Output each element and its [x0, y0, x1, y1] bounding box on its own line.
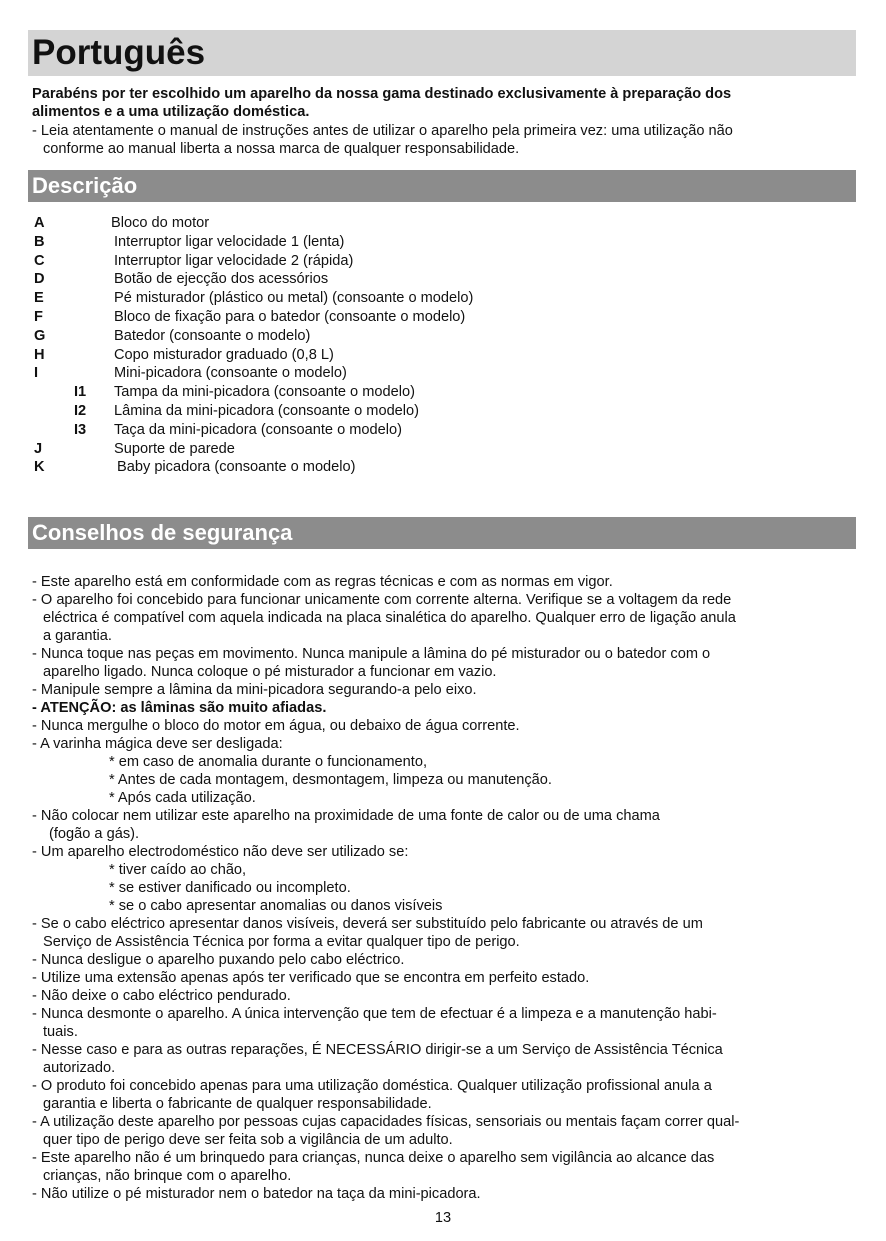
safety-line: - Nunca mergulhe o bloco do motor em água, ou debaixo de água corrente.: [32, 718, 520, 734]
intro-line: - Leia atentamente o manual de instruções antes de utilizar o aparelho pela primeira vez: uma utilização não: [32, 123, 733, 139]
parts-list-item: [34, 441, 734, 460]
part-key: I: [34, 365, 39, 382]
part-key: G: [34, 327, 46, 344]
safety-line: - O produto foi concebido apenas para uma utilização doméstica. Qualquer utilização profissional anula a: [32, 1078, 712, 1094]
safety-line: quer tipo de perigo deve ser feita sob a vigilância de um adulto.: [43, 1132, 453, 1148]
safety-line: - Nesse caso e para as outras reparações, É NECESSÁRIO dirigir-se a um Serviço de Assistência Técnica: [32, 1042, 723, 1058]
safety-line: - Não utilize o pé misturador nem o batedor na taça da mini-picadora.: [32, 1186, 481, 1202]
page-number: 13: [434, 1210, 452, 1226]
safety-bullet: * tiver caído ao chão,: [109, 862, 247, 878]
intro-bold-line: alimentos e a uma utilização doméstica.: [32, 104, 310, 120]
part-key: I3: [74, 421, 87, 438]
parts-list-item: [34, 290, 734, 309]
safety-instructions: [32, 573, 854, 1203]
part-key: B: [34, 233, 45, 250]
intro-bold-paragraph: [32, 85, 854, 121]
safety-line: crianças, não brinque com o aparelho.: [43, 1168, 292, 1184]
parts-list-item: [34, 271, 734, 290]
parts-list-item: [34, 328, 734, 347]
part-key: K: [34, 459, 45, 476]
safety-bullet: * em caso de anomalia durante o funcionamento,: [109, 754, 428, 770]
part-label: Lâmina da mini-picadora (consoante o modelo): [114, 402, 420, 419]
parts-list-item: [34, 234, 734, 253]
safety-line: - Nunca desligue o aparelho puxando pelo cabo eléctrico.: [32, 952, 405, 968]
intro-line: conforme ao manual liberta a nossa marca de qualquer responsabilidade.: [43, 141, 520, 157]
part-label: Batedor (consoante o modelo): [114, 327, 311, 344]
safety-line: tuais.: [43, 1024, 78, 1040]
part-label: Baby picadora (consoante o modelo): [117, 459, 356, 476]
intro-paragraph: [32, 122, 854, 158]
safety-line: Serviço de Assistência Técnica por forma a evitar qualquer tipo de perigo.: [43, 934, 520, 950]
safety-line: - Um aparelho electrodoméstico não deve ser utilizado se:: [32, 844, 409, 860]
parts-list-subitem: [34, 422, 734, 441]
safety-line: - Não colocar nem utilizar este aparelho na proximidade de uma fonte de calor ou de uma chama: [32, 808, 660, 824]
part-label: Pé misturador (plástico ou metal) (consoante o modelo): [114, 290, 474, 307]
description-heading-bar: [28, 170, 856, 202]
safety-bullet: * Antes de cada montagem, desmontagem, limpeza ou manutenção.: [109, 772, 552, 788]
safety-bullet: * Após cada utilização.: [109, 790, 256, 806]
part-label: Suporte de parede: [114, 440, 235, 457]
safety-heading-bar: [28, 517, 856, 549]
safety-bullet: * se o cabo apresentar anomalias ou danos visíveis: [109, 898, 443, 914]
safety-heading: Conselhos de segurança: [32, 520, 293, 545]
safety-line: - Nunca toque nas peças em movimento. Nunca manipule a lâmina do pé misturador ou o batedor com o: [32, 646, 711, 662]
part-key: I2: [74, 402, 87, 419]
safety-line: - Não deixe o cabo eléctrico pendurado.: [32, 988, 291, 1004]
part-label: Interruptor ligar velocidade 2 (rápida): [114, 252, 354, 269]
parts-list-item: [34, 347, 734, 366]
part-label: Bloco do motor: [111, 215, 210, 231]
safety-line: - A varinha mágica deve ser desligada:: [32, 736, 283, 752]
part-label: Mini-picadora (consoante o modelo): [114, 365, 347, 382]
safety-line: (fogão a gás).: [49, 826, 140, 842]
description-heading: Descrição: [32, 173, 138, 198]
part-label: Interruptor ligar velocidade 1 (lenta): [114, 233, 345, 250]
intro-bold-line: Parabéns por ter escolhido um aparelho da nossa gama destinado exclusivamente à preparação dos: [32, 86, 732, 102]
safety-line: - Este aparelho está em conformidade com as regras técnicas e com as normas em vigor.: [32, 574, 613, 590]
parts-list-subitem: [34, 403, 734, 422]
safety-line: - Nunca desmonte o aparelho. A única intervenção que tem de efectuar é a limpeza e a manutenção habi-: [32, 1006, 717, 1022]
part-key: F: [34, 308, 43, 325]
parts-list-item: [34, 215, 734, 234]
parts-list-item: [34, 459, 734, 478]
part-label: Taça da mini-picadora (consoante o modelo): [114, 421, 402, 438]
part-label: Botão de ejecção dos acessórios: [114, 271, 329, 288]
part-label: Copo misturador graduado (0,8 L): [114, 346, 334, 363]
safety-line: garantia e liberta o fabricante de qualquer responsabilidade.: [43, 1096, 432, 1112]
part-key: A: [34, 215, 45, 231]
page-title: Português: [32, 33, 206, 72]
safety-line: a garantia.: [43, 628, 112, 644]
part-key: C: [34, 252, 45, 269]
parts-list-subitem: [34, 384, 734, 403]
safety-line: - A utilização deste aparelho por pessoas cujas capacidades físicas, sensoriais ou mentais façam correr qual-: [32, 1114, 740, 1130]
parts-list-item: [34, 309, 734, 328]
safety-warning: - ATENÇÃO: as lâminas são muito afiadas.: [32, 700, 327, 716]
part-key: E: [34, 290, 44, 307]
safety-bullet: * se estiver danificado ou incompleto.: [109, 880, 351, 896]
safety-line: aparelho ligado. Nunca coloque o pé misturador a funcionar em vazio.: [43, 664, 497, 680]
language-title-bar: [28, 30, 856, 76]
part-key: H: [34, 346, 45, 363]
safety-line: - Este aparelho não é um brinquedo para crianças, nunca deixe o aparelho sem vigilância ao alcance das: [32, 1150, 715, 1166]
part-key: I1: [74, 384, 87, 401]
safety-line: - Se o cabo eléctrico apresentar danos visíveis, deverá ser substituído pelo fabricante ou através de um: [32, 916, 703, 932]
safety-line: eléctrica é compatível com aquela indicada na placa sinalética do aparelho. Qualquer erro de ligação anula: [43, 610, 736, 626]
part-label: Bloco de fixação para o batedor (consoante o modelo): [114, 308, 466, 325]
safety-line: - Utilize uma extensão apenas após ter verificado que se encontra em perfeito estado.: [32, 970, 590, 986]
safety-line: autorizado.: [43, 1060, 116, 1076]
part-key: J: [34, 440, 43, 457]
parts-list: [34, 215, 734, 478]
parts-list-item: [34, 365, 734, 384]
part-key: D: [34, 271, 45, 288]
safety-line: - O aparelho foi concebido para funcionar unicamente com corrente alterna. Verifique se a voltagem da rede: [32, 592, 732, 608]
part-label: Tampa da mini-picadora (consoante o modelo): [114, 384, 415, 401]
parts-list-item: [34, 253, 734, 272]
safety-line: - Manipule sempre a lâmina da mini-picadora segurando-a pelo eixo.: [32, 682, 477, 698]
